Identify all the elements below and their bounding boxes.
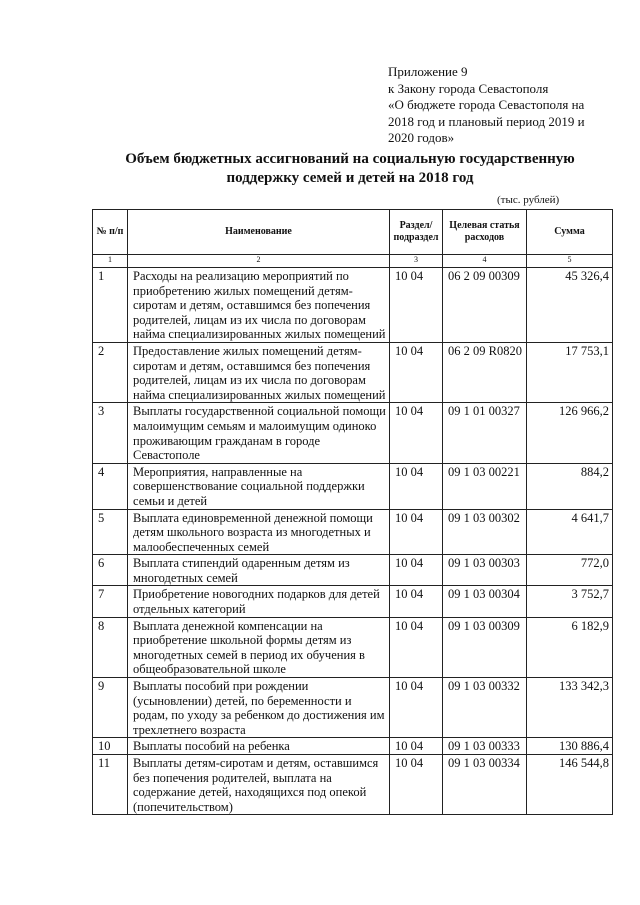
- row-section: 10 04: [390, 738, 443, 755]
- budget-table: [92, 209, 613, 815]
- header-section: Раздел/ подраздел: [390, 210, 443, 255]
- row-section: 10 04: [390, 403, 443, 463]
- table-row: [93, 268, 613, 343]
- row-section: 10 04: [390, 463, 443, 509]
- header-name: Наименование: [128, 210, 390, 255]
- row-name: Приобретение новогодних подарков для детей отдельных категорий: [128, 586, 390, 617]
- column-number: 5: [527, 255, 613, 268]
- header-num: № п/п: [93, 210, 128, 255]
- row-number: 1: [93, 268, 128, 343]
- appendix-note: [388, 64, 623, 147]
- row-section: 10 04: [390, 755, 443, 815]
- row-number: 2: [93, 342, 128, 402]
- row-code: 09 1 03 00303: [443, 555, 527, 586]
- row-number: 4: [93, 463, 128, 509]
- row-section: 10 04: [390, 678, 443, 738]
- table-row: [93, 403, 613, 463]
- appendix-line: «О бюджете города Севастополя на: [388, 97, 585, 112]
- table-row: [93, 509, 613, 555]
- row-code: 09 1 03 00304: [443, 586, 527, 617]
- row-code: 09 1 03 00221: [443, 463, 527, 509]
- row-name: Выплата единовременной денежной помощи детям школьного возраста из многодетных и малообеспеченных семей: [128, 509, 390, 555]
- column-number: 3: [390, 255, 443, 268]
- row-amount: 146 544,8: [527, 755, 613, 815]
- row-number: 7: [93, 586, 128, 617]
- row-code: 09 1 03 00334: [443, 755, 527, 815]
- column-number-row: [93, 255, 613, 268]
- column-number: 1: [93, 255, 128, 268]
- row-number: 10: [93, 738, 128, 755]
- appendix-line: к Закону города Севастополя: [388, 80, 549, 96]
- row-number: 5: [93, 509, 128, 555]
- header-code: Целевая статья расходов: [443, 210, 527, 255]
- units-label: (тыс. рублей): [497, 194, 560, 206]
- row-name: Выплаты пособий на ребенка: [128, 738, 390, 755]
- row-name: Выплата денежной компенсации на приобретение школьной формы детям из многодетных семей в период их обучения в общеобразовательной школе: [128, 617, 390, 677]
- row-amount: 45 326,4: [527, 268, 613, 343]
- row-name: Выплаты государственной социальной помощи малоимущим семьям и малоимущим одиноко проживающим гражданам в городе Севастополе: [128, 403, 390, 463]
- title-line-2: поддержку семей и детей на 2018 год: [226, 170, 474, 186]
- row-name: Расходы на реализацию мероприятий по приобретению жилых помещений детям-сиротам и детям, оставшимся без попечения родителей, лицам из их числа по договорам найма специализированных жилых помещений: [128, 268, 390, 343]
- row-code: 06 2 09 R0820: [443, 342, 527, 402]
- document-title: [60, 150, 640, 188]
- row-name: Выплаты пособий при рождении (усыновлении) детей, по беременности и родам, по уходу за ребенком до достижения им трехлетнего возраста: [128, 678, 390, 738]
- row-amount: 3 752,7: [527, 586, 613, 617]
- table-row: [93, 555, 613, 586]
- row-section: 10 04: [390, 617, 443, 677]
- row-amount: 17 753,1: [527, 342, 613, 402]
- row-number: 11: [93, 755, 128, 815]
- row-amount: 884,2: [527, 463, 613, 509]
- column-number: 4: [443, 255, 527, 268]
- row-section: 10 04: [390, 509, 443, 555]
- row-number: 8: [93, 617, 128, 677]
- row-name: Выплаты детям-сиротам и детям, оставшимся без попечения родителей, выплата на содержание детей, находящихся под опекой (попечительством): [128, 755, 390, 815]
- row-amount: 6 182,9: [527, 617, 613, 677]
- header-amount: Сумма: [527, 210, 613, 255]
- table-row: [93, 738, 613, 755]
- table-header-row: [93, 210, 613, 255]
- column-number: 2: [128, 255, 390, 268]
- row-amount: 130 886,4: [527, 738, 613, 755]
- table-row: [93, 755, 613, 815]
- title-line-1: Объем бюджетных ассигнований на социальную государственную: [125, 151, 575, 167]
- row-code: 09 1 03 00309: [443, 617, 527, 677]
- row-number: 6: [93, 555, 128, 586]
- table-row: [93, 463, 613, 509]
- table-row: [93, 586, 613, 617]
- row-code: 09 1 03 00302: [443, 509, 527, 555]
- table-row: [93, 678, 613, 738]
- table-row: [93, 617, 613, 677]
- table-row: [93, 342, 613, 402]
- row-amount: 126 966,2: [527, 403, 613, 463]
- appendix-line: Приложение 9: [388, 64, 468, 79]
- appendix-line: 2020 годов»: [388, 130, 455, 145]
- row-amount: 133 342,3: [527, 678, 613, 738]
- row-name: Мероприятия, направленные на совершенствование социальной поддержки семьи и детей: [128, 463, 390, 509]
- row-section: 10 04: [390, 342, 443, 402]
- row-amount: 772,0: [527, 555, 613, 586]
- row-number: 9: [93, 678, 128, 738]
- row-section: 10 04: [390, 555, 443, 586]
- row-number: 3: [93, 403, 128, 463]
- row-code: 09 1 01 00327: [443, 403, 527, 463]
- appendix-line: 2018 год и плановый период 2019 и: [388, 113, 585, 129]
- row-code: 06 2 09 00309: [443, 268, 527, 343]
- row-section: 10 04: [390, 268, 443, 343]
- row-amount: 4 641,7: [527, 509, 613, 555]
- row-name: Выплата стипендий одаренным детям из многодетных семей: [128, 555, 390, 586]
- row-code: 09 1 03 00332: [443, 678, 527, 738]
- row-code: 09 1 03 00333: [443, 738, 527, 755]
- row-section: 10 04: [390, 586, 443, 617]
- row-name: Предоставление жилых помещений детям-сиротам и детям, оставшимся без попечения родителей, лицам из их числа по договорам найма специализированных жилых помещений: [128, 342, 390, 402]
